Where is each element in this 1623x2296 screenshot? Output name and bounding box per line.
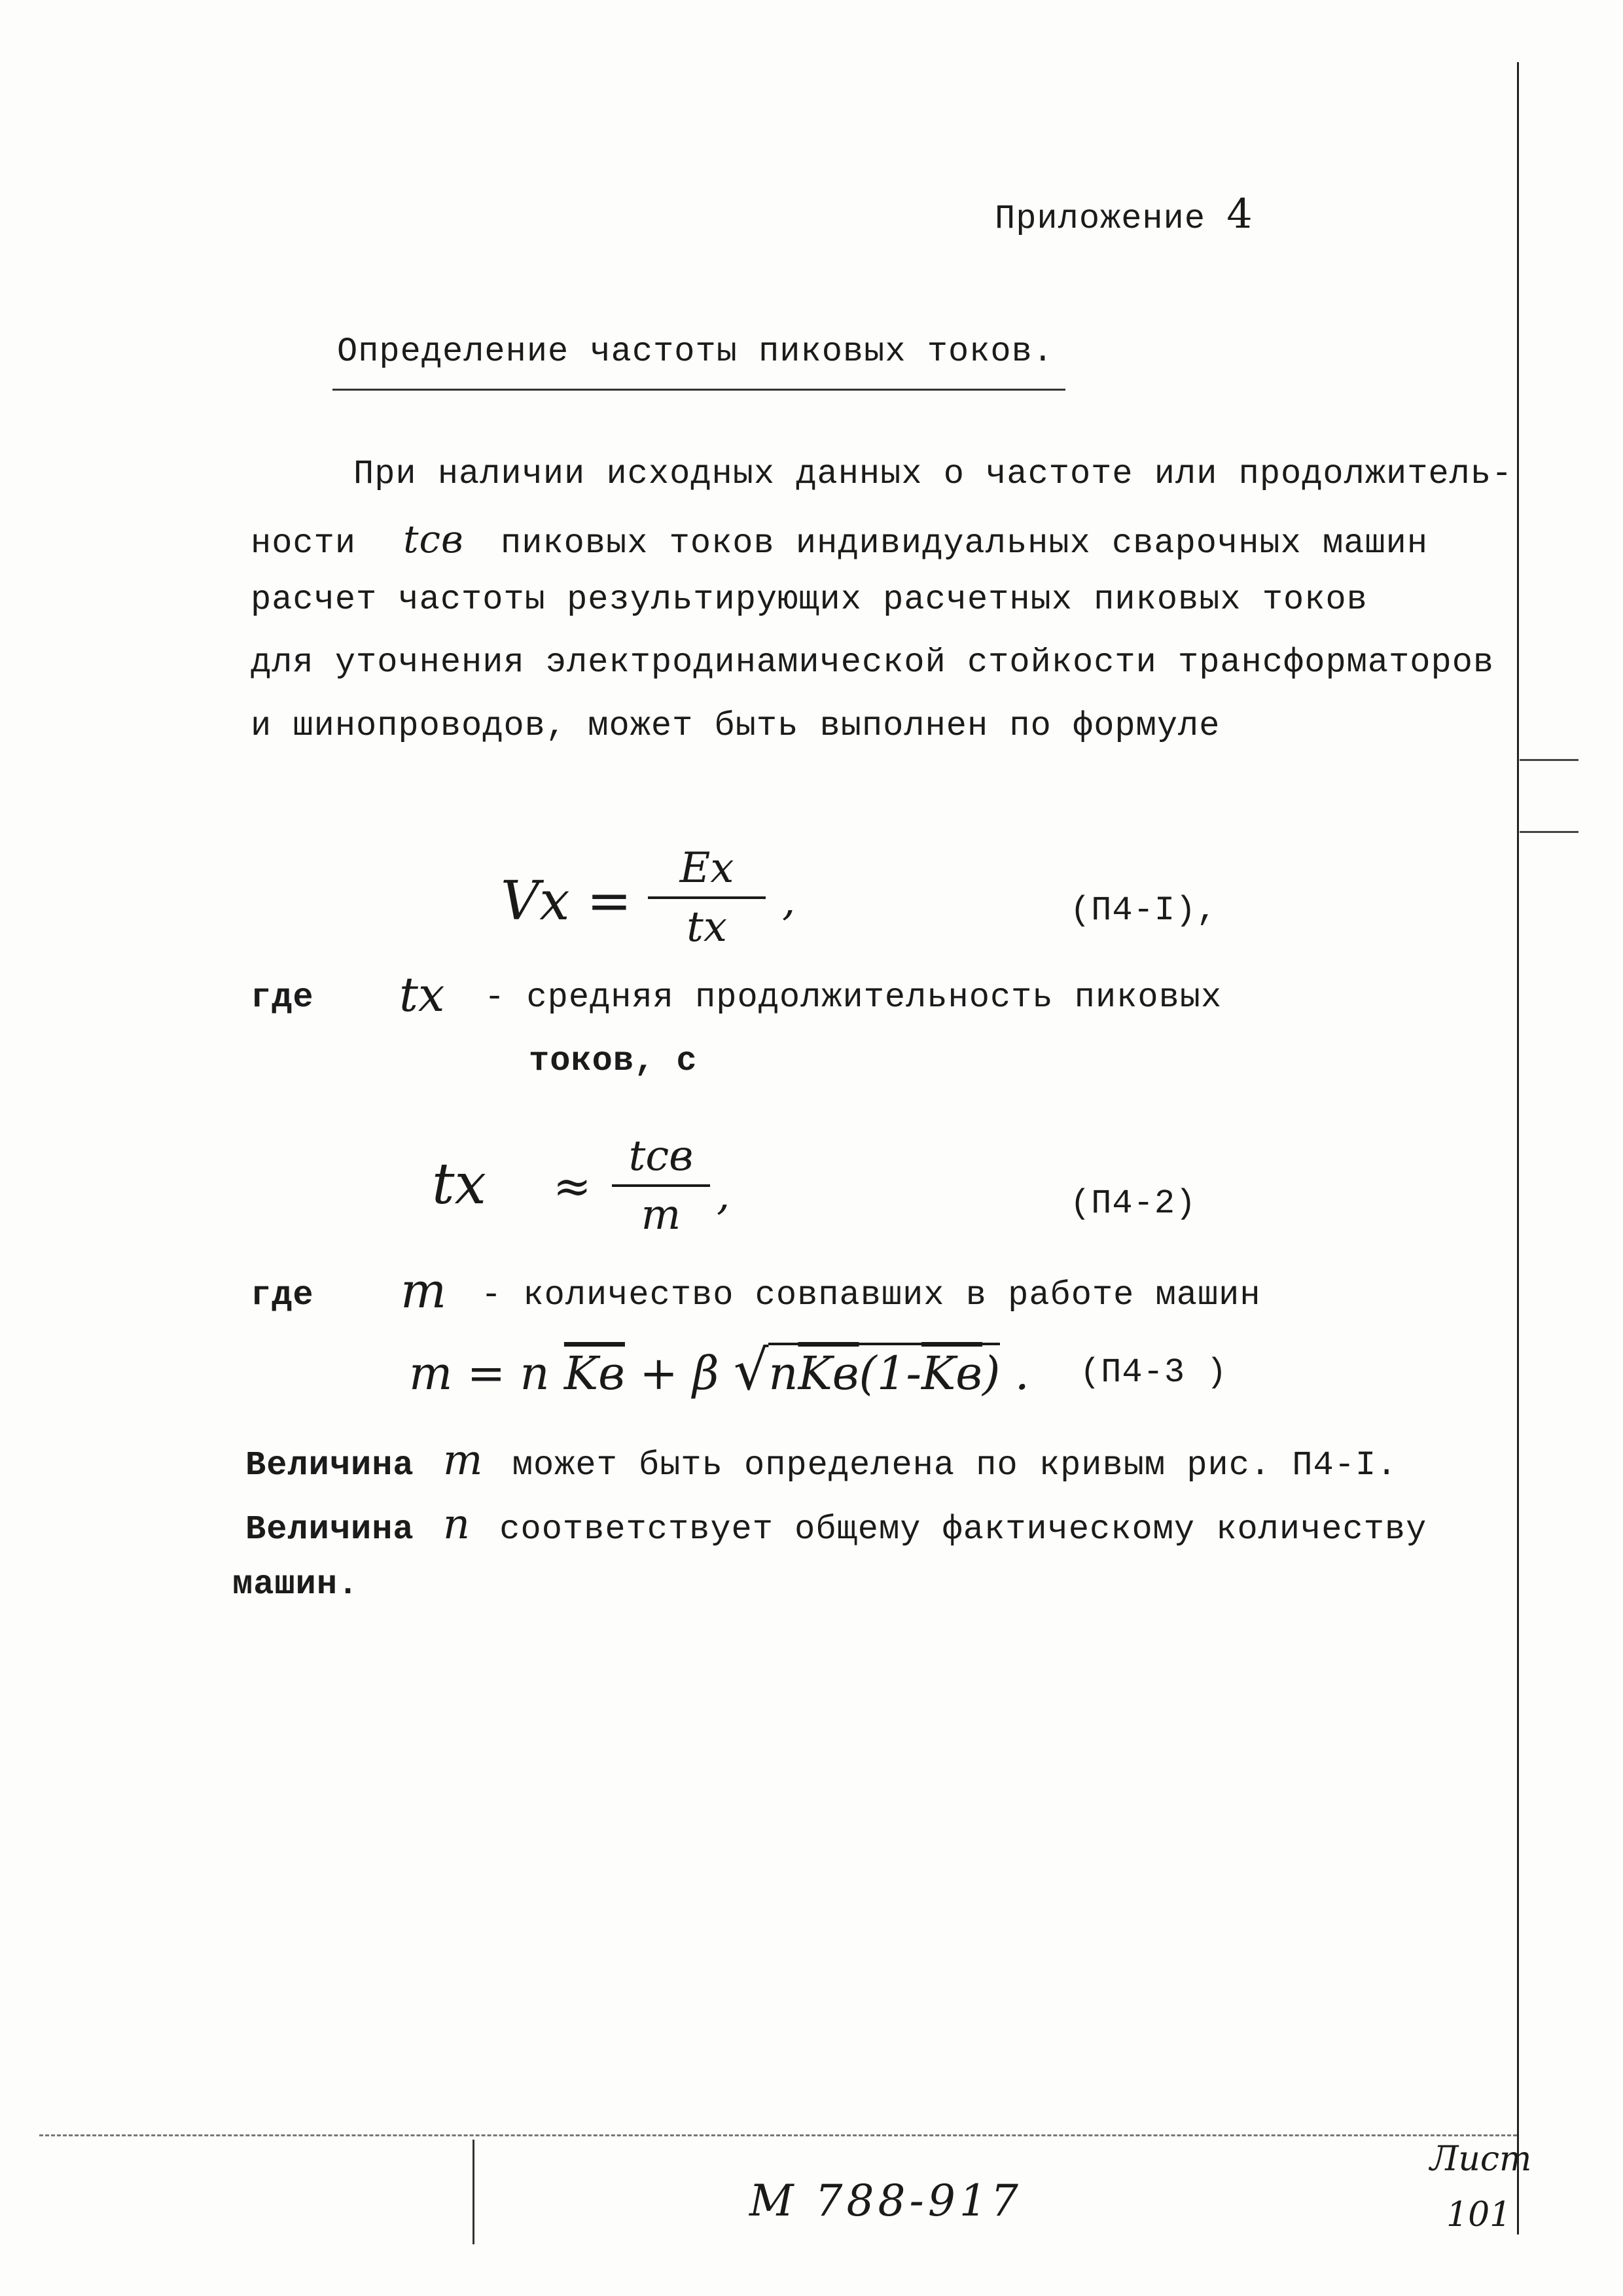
paragraph-line-2-start: ности (251, 524, 357, 563)
where-1-text-line-2: токов, с (529, 1042, 698, 1080)
sheet-label: Лист (1430, 2140, 1532, 2179)
paragraph-line-4: для уточнения электродинамической стойкости трансформаторов (251, 643, 1495, 682)
formula-1-trail: , (782, 877, 796, 925)
where-2-text: - количество совпавших в работе машин (481, 1276, 1261, 1315)
where-1-word: где (251, 978, 314, 1017)
where-1-dash: - (484, 978, 506, 1017)
closing-line-1-start: Величина (245, 1446, 414, 1485)
appendix-word: Приложение (995, 200, 1206, 238)
formula-1-lhs: Vx = (501, 870, 632, 932)
closing-line-2-start: Величина (245, 1510, 414, 1549)
stamp-divider (473, 2140, 474, 2244)
formula-1-numerator: Ex (679, 844, 734, 892)
closing-line-1 (245, 1436, 1397, 1485)
closing-line-3: машин. (232, 1565, 359, 1604)
frame-bottom-border (39, 2134, 1517, 2136)
closing-line-2 (245, 1500, 1427, 1549)
where-1-symbol: tx (399, 967, 445, 1022)
sqrt-close: ) (982, 1347, 1001, 1400)
formula-1-ref: (П4-I), (1070, 891, 1218, 930)
formula-2-fraction (612, 1132, 710, 1239)
frame-stub (1520, 759, 1578, 761)
section-title: Определение частоты пиковых токов. (337, 332, 1054, 371)
paragraph-line-1: При наличии исходных данных о частоте или продолжитель- (353, 455, 1513, 493)
symbol-tsv: tсв (403, 517, 464, 561)
sqrt-kb-2: Kв (921, 1347, 983, 1400)
where-2-word: где (251, 1276, 314, 1315)
sqrt-sign: √ (733, 1338, 769, 1402)
where-2-symbol: m (401, 1263, 447, 1319)
title-underline (332, 389, 1065, 391)
paragraph-line-5: и шинопроводов, может быть выполнен по формуле (251, 707, 1221, 745)
formula-1-fraction (648, 844, 766, 951)
formula-3-ref: (П4-3 ) (1080, 1353, 1228, 1392)
formula-3-kb: Kв (563, 1347, 625, 1400)
formula-2-denominator: m (641, 1191, 681, 1239)
closing-line-2-end: соответствует общему фактическому количеству (499, 1510, 1427, 1549)
formula-2-lhs: tx (432, 1152, 487, 1217)
paragraph-line-2 (251, 517, 1428, 563)
formula-3-trail: . (1014, 1347, 1029, 1400)
formula-2-approx: ≈ (553, 1159, 592, 1213)
appendix-number: 4 (1226, 190, 1253, 238)
formula-1-denominator: tx (687, 903, 727, 951)
closing-symbol-n: n (442, 1500, 471, 1549)
sqrt-n: n (768, 1347, 798, 1400)
fraction-bar (648, 896, 766, 899)
sqrt-open: (1- (859, 1347, 922, 1400)
formula-2-numerator: tсв (628, 1132, 694, 1180)
frame-stub (1520, 831, 1578, 833)
closing-symbol-m: m (442, 1436, 484, 1485)
formula-3 (409, 1338, 1029, 1402)
sqrt-body (768, 1343, 1000, 1400)
document-code: М 788-917 (749, 2176, 1022, 2226)
appendix-label (995, 190, 1253, 238)
formula-3-lhs: m = n (409, 1347, 550, 1400)
closing-line-1-end: может быть определена по кривым рис. П4-I. (512, 1446, 1398, 1485)
frame-right-border (1517, 62, 1519, 2234)
sqrt-kb: Kв (798, 1347, 859, 1400)
paragraph-line-2-end: пиковых токов индивидуальных сварочных машин (501, 524, 1429, 563)
formula-2-trail: , (717, 1171, 730, 1220)
formula-2-ref: (П4-2) (1070, 1184, 1197, 1223)
sheet-number: 101 (1446, 2195, 1512, 2234)
where-1-text (484, 978, 1222, 1017)
where-1-text-line-1: средняя продолжительность пиковых (526, 978, 1222, 1017)
formula-3-plus-beta: + β (639, 1347, 719, 1400)
paragraph-line-3: расчет частоты результирующих расчетных пиковых токов (251, 580, 1368, 619)
fraction-bar (612, 1184, 710, 1187)
